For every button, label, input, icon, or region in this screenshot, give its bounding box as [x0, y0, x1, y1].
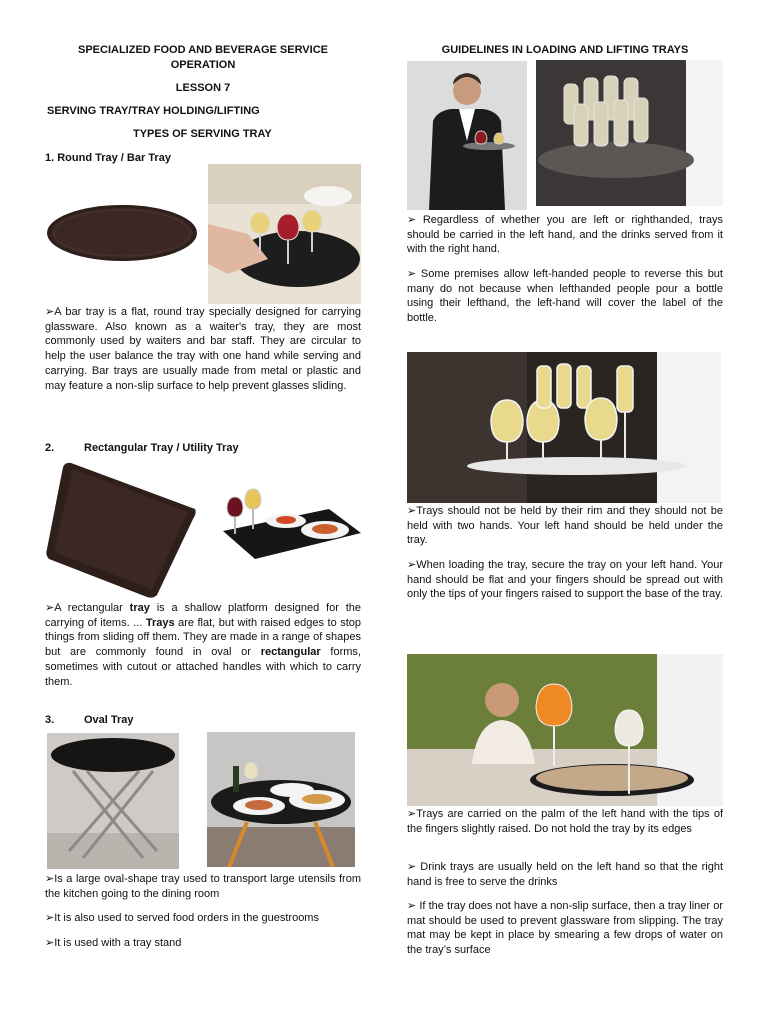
garden-waiter-photo	[407, 654, 723, 806]
section-3-bullet-2: ➢It is also used to served food orders in the guestrooms	[45, 912, 319, 924]
guideline-2: ➢ Some premises allow left-handed people to reverse this but many do not because when lefthanded people pour a bottle using their lefthand, the left-hand will cover the label of the bottle.	[407, 268, 723, 325]
section-2-text-a: ➢A rectangular	[45, 602, 130, 614]
guidelines-title: GUIDELINES IN LOADING AND LIFTING TRAYS	[441, 44, 689, 56]
wine-glasses-tray-icon	[208, 164, 361, 304]
section-3-number: 3.	[45, 714, 55, 726]
section-2-text-e: are flat, but with raised edges to stop things from sliding off them. They are made in a range of shapes but are commonly found in oval or	[45, 616, 361, 659]
waiter-with-tray-icon	[407, 61, 527, 210]
section-2-text-f: rectangular	[260, 646, 321, 659]
tray-stand-icon	[47, 733, 179, 869]
section-2-heading	[45, 441, 361, 456]
rectangular-tray-icon	[45, 461, 197, 598]
section-2-text	[45, 601, 361, 689]
round-tray-photo	[45, 200, 199, 266]
topic-heading: SERVING TRAY/TRAY HOLDING/LIFTING	[47, 105, 260, 117]
section-3-bullet-3: ➢It is used with a tray stand	[45, 937, 182, 949]
section-3-bullet-1: ➢Is a large oval-shape tray used to transport large utensils from the kitchen going to the dining room	[45, 873, 361, 900]
section-2-text-c: is a shallow platform designed for the carrying of items. ...	[45, 602, 362, 629]
champagne-photo	[536, 60, 723, 206]
subtopic-heading: TYPES OF SERVING TRAY	[133, 128, 272, 140]
oval-tray-food-icon	[207, 732, 355, 867]
section-2-number: 2.	[45, 442, 55, 454]
guideline-7: ➢ If the tray does not have a non-slip surface, then a tray liner or mat should be used to prevent glassware from slipping. The tray mat may be kept in place by smearing a few drops of water on the tray’s surface	[407, 900, 723, 957]
document-title	[45, 43, 361, 72]
wine-tray-photo	[208, 164, 361, 304]
title-line-2: OPERATION	[170, 58, 236, 71]
waiter-photo	[407, 61, 527, 210]
section-2-text-g: forms, sometimes with cutout or attached handles with which to carry them.	[45, 646, 361, 688]
section-3-heading	[45, 713, 361, 728]
garden-waiter-tray-icon	[407, 654, 723, 806]
waiter-glasses-tray-icon	[407, 352, 721, 503]
guideline-4: ➢When loading the tray, secure the tray on your left hand. Your hand should be flat and your fingers should be spread out with only the tips of your fingers raised to support the base of the tray.	[407, 559, 723, 601]
section-1-heading: 1. Round Tray / Bar Tray	[45, 152, 171, 164]
section-2-text-b: tray	[129, 602, 150, 614]
event-tray-photo	[407, 352, 721, 503]
section-2-text-d: Trays	[145, 616, 175, 629]
section-3-title: Oval Tray	[84, 714, 134, 726]
guideline-6: ➢ Drink trays are usually held on the left hand so that the right hand is free to serve the drinks	[407, 861, 723, 888]
title-line-1: SPECIALIZED FOOD AND BEVERAGE SERVICE	[78, 44, 328, 56]
oval-tray-table-photo	[207, 732, 355, 867]
lesson-label: LESSON 7	[175, 82, 231, 94]
tray-with-food-icon	[219, 479, 362, 564]
round-tray-icon	[45, 200, 199, 266]
guideline-3: ➢Trays should not be held by their rim and they should not be held with two hands. Your left hand should be held under the tray.	[407, 505, 723, 547]
guideline-1: ➢ Regardless of whether you are left or righthanded, trays should be carried in the left hand, and the drinks served from it with the right hand.	[407, 214, 723, 256]
section-2-title: Rectangular Tray / Utility Tray	[84, 442, 239, 454]
utility-tray-food-photo	[219, 479, 362, 564]
rect-tray-photo	[45, 461, 197, 598]
champagne-glasses-icon	[536, 60, 723, 206]
tray-stand-photo	[47, 733, 179, 869]
guideline-5: ➢Trays are carried on the palm of the left hand with the tips of the fingers slightly raised. Do not hold the tray by its edges	[407, 808, 723, 835]
section-1-text: ➢A bar tray is a flat, round tray specially designed for carrying glassware. Also known as a waiter's tray, they are most commonly used by waiters and bar staff. They are circular to help the user balance the tray with one hand while serving and carrying. Bar trays are usually made from metal or plastic and may feature a non-slip surface to help prevent glasses sliding.	[45, 306, 361, 392]
